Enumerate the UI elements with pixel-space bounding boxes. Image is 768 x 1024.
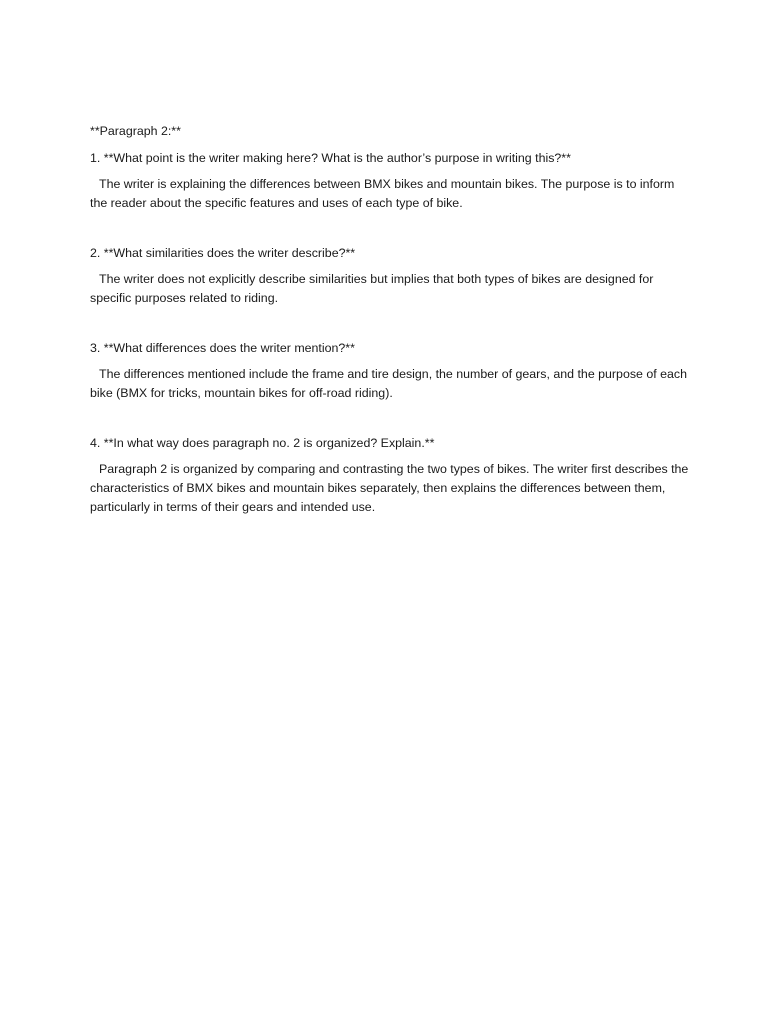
answer-3: The differences mentioned include the frame and tire design, the number of gears, and the purpose of each bike (BMX for tricks, mountain bikes for off-road riding).: [90, 367, 688, 400]
question-1: 1. **What point is the writer making here? What is the author’s purpose in writing this?**: [90, 151, 571, 165]
question-4: 4. **In what way does paragraph no. 2 is organized? Explain.**: [90, 436, 435, 450]
qa-item-3: [90, 339, 690, 403]
qa-item-4: [90, 434, 690, 517]
qa-item-2: [90, 244, 690, 308]
document-page: [90, 122, 690, 517]
answer-2: The writer does not explicitly describe similarities but implies that both types of bikes are designed for specific purposes related to riding.: [90, 272, 654, 305]
answer-1: The writer is explaining the differences between BMX bikes and mountain bikes. The purpose is to inform the reader about the specific features and uses of each type of bike.: [90, 177, 675, 210]
question-3: 3. **What differences does the writer mention?**: [90, 341, 355, 355]
question-2: 2. **What similarities does the writer describe?**: [90, 246, 356, 260]
answer-4: Paragraph 2 is organized by comparing and contrasting the two types of bikes. The writer first describes the characteristics of BMX bikes and mountain bikes separately, then explains the differences between them, particularly in terms of their gears and intended use.: [90, 462, 689, 514]
qa-item-1: [90, 149, 690, 213]
section-heading: **Paragraph 2:**: [90, 124, 181, 138]
